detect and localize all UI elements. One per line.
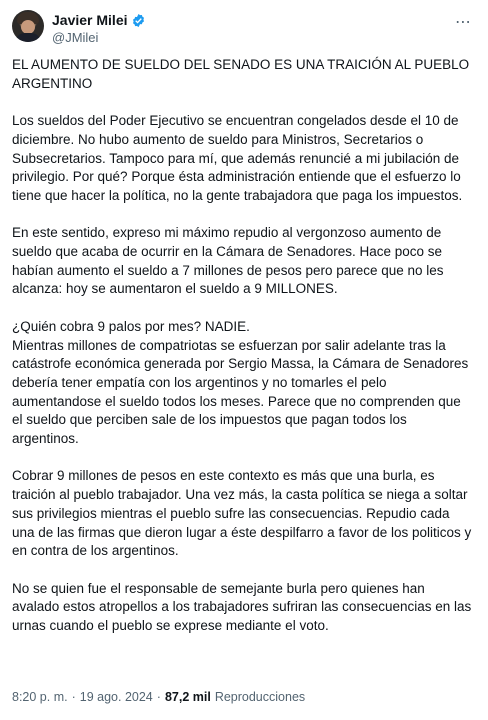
author-handle[interactable]: @JMilei (52, 30, 99, 45)
tweet-text (12, 56, 472, 654)
meta-separator: · (156, 690, 161, 704)
tweet-time[interactable]: 8:20 p. m. (12, 690, 68, 704)
tweet-paragraph: No se quien fue el responsable de semejante burla pero quienes han avalado estos atropellos a los trabajadores sufriran las consecuencias en las urnas cuando el pueblo se exprese mediante el voto. (12, 580, 472, 634)
author-name-row[interactable] (52, 12, 146, 28)
tweet-paragraph: Los sueldos del Poder Ejecutivo se encuentran congelados desde el 10 de diciembre. No hubo aumento de sueldo para Ministros, Secretarios o Subsecretarios. Tampoco para mí, que además renuncié a mi jubilación de privilegio. Por qué? Porque ésta administración entiende que el esfuerzo lo tiene que hacer la política, no la gente trabajadora que paga los impuestos. (12, 113, 463, 203)
tweet-paragraph: EL AUMENTO DE SUELDO DEL SENADO ES UNA TRAICIÓN AL PUEBLO ARGENTINO (12, 57, 470, 91)
tweet-header (12, 10, 476, 50)
tweet-date[interactable]: 19 ago. 2024 (79, 690, 153, 704)
tweet-paragraph: ¿Quién cobra 9 palos por mes? NADIE. Mientras millones de compatriotas se esfuerzan por salir adelante tras la catástrofe económica generada por Sergio Massa, la Cámara de Senadores debería tener empatía con los argentinos y no tomarles el pelo aumentandose el sueldo todos los meses. Parece que no comprenden que el sueldo que perciben sale de los impuestos que pagan todos los argentinos. (12, 318, 469, 447)
tweet-meta (12, 690, 305, 704)
tweet-paragraph: En este sentido, expreso mi máximo repudio al vergonzoso aumento de sueldo que acaba de ocurrir en la Cámara de Senadores. Hace poco se habían aumento el sueldo a 7 millones de pesos pero parece que no les alcanza: hoy se aumentaron el sueldo a 9 MILLONES. (12, 225, 444, 297)
verified-badge-icon (131, 13, 146, 28)
views-label: Reproducciones (214, 690, 306, 704)
views-count: 87,2 mil (164, 690, 211, 704)
avatar[interactable] (12, 10, 44, 42)
tweet-paragraph: Cobrar 9 millones de pesos en este contexto es más que una burla, es traición al pueblo trabajador. Una vez más, la casta política se niega a soltar sus privilegios mientras el pueblo sufre las consecuencias. Repudio cada una de las firmas que dieron lugar a éste despilfarro a favor de los politicos y en contra de los argentinos. (12, 468, 472, 559)
more-options-icon[interactable]: ⋯ (455, 14, 472, 31)
meta-separator: · (71, 690, 76, 704)
author-display-name[interactable]: Javier Milei (52, 12, 128, 28)
